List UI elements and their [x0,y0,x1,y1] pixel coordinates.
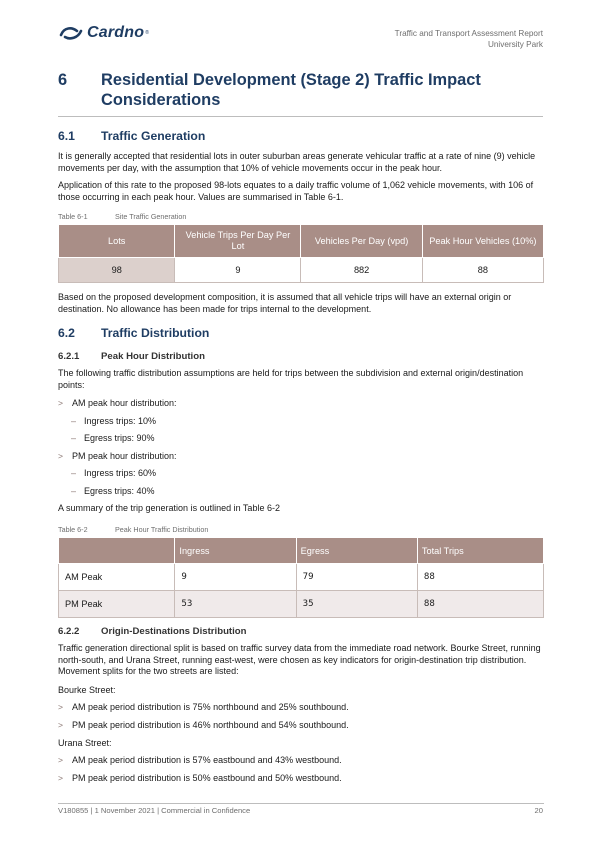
paragraph: Traffic generation directional split is based on traffic survey data from the immediate road network. Bourke Street, running north-south, and Urana Street, running east-west, were chosen as key indicators for origin-destination trip distribution. Movement splits for the two streets are listed: [58,643,541,677]
bullet-marker: > [58,720,64,730]
subsubsection-number: 6.2.2 [58,626,80,637]
report-title: Traffic and Transport Assessment Report [394,29,543,38]
bullet-text: PM peak hour distribution: [72,451,177,461]
sub-bullet-marker: – [71,486,77,496]
report-header [395,29,543,50]
table-cell: 35 [296,591,417,618]
bullet-marker: > [58,702,64,712]
column-header: Lots [59,225,175,258]
logo-wordmark: Cardno [87,24,145,41]
column-header: Peak Hour Vehicles (10%) [422,225,543,258]
table-cell: 882 [301,258,422,283]
cardno-swoosh-icon [58,26,84,40]
section-title: Residential Development (Stage 2) Traffic Impact Considerations [101,71,481,109]
subsection-number: 6.1 [58,129,75,143]
table-label: Table 6-2 [58,525,88,534]
paragraph: It is generally accepted that residential lots in outer suburban areas generate vehicular traffic at a rate of nine (9) vehicle movements per day, with the assumption that 10% of vehicle movements occur in the peak hour. [58,151,536,173]
sub-bullet-marker: – [71,433,77,443]
table-header-row [59,225,544,258]
table-label: Table 6-1 [58,212,88,221]
cardno-logo [58,24,149,42]
column-header: Ingress [175,538,296,564]
table-cell: 9 [175,564,296,591]
table-row [59,564,544,591]
subsubsection-title: Origin-Destinations Distribution [101,626,247,637]
report-subtitle: University Park [487,39,543,49]
sub-bullet-text: Egress trips: 40% [84,486,155,496]
column-header: Total Trips [417,538,543,564]
bullet-text: AM peak hour distribution: [72,398,177,408]
bullet-text: AM peak period distribution is 75% northbound and 25% southbound. [72,702,349,712]
sub-bullet-text: Ingress trips: 60% [84,468,157,478]
table-caption-text: Site Traffic Generation [115,212,187,221]
subsection-title: Traffic Distribution [101,326,210,340]
column-header: Vehicles Per Day (vpd) [301,225,422,258]
site-traffic-generation-table [58,224,544,283]
subsection-number: 6.2 [58,326,75,340]
bullet-text: PM peak period distribution is 46% northbound and 54% southbound. [72,720,349,730]
page-number: 20 [534,806,543,815]
footer-text: V180855 | 1 November 2021 | Commercial in Confidence [58,806,251,815]
table-cell: 79 [296,564,417,591]
bullet-marker: > [58,451,64,461]
table-cell: 9 [175,258,301,283]
subsection-title: Traffic Generation [101,129,206,143]
table-cell: 88 [417,564,543,591]
table-cell: 98 [59,258,175,283]
column-header [59,538,175,564]
column-header: Egress [296,538,417,564]
paragraph: The following traffic distribution assumptions are held for trips between the subdivision and external origin/destination points: [58,368,524,390]
sub-bullet-marker: – [71,416,77,426]
table-cell: 53 [175,591,296,618]
table-row [59,258,544,283]
sub-bullet-text: Ingress trips: 10% [84,416,157,426]
subsubsection-title: Peak Hour Distribution [101,351,205,362]
table-cell: 88 [417,591,543,618]
paragraph: A summary of the trip generation is outlined in Table 6-2 [58,503,280,513]
street-label: Urana Street: [58,738,112,748]
table-row [59,591,544,618]
bullet-marker: > [58,773,64,783]
peak-hour-traffic-distribution-table [58,537,544,618]
street-label: Bourke Street: [58,685,116,695]
section-number: 6 [58,71,68,89]
section-divider [58,116,543,117]
row-header: AM Peak [59,564,175,591]
table-header-row [59,538,544,564]
footer-divider [58,803,544,804]
sub-bullet-marker: – [71,468,77,478]
paragraph: Based on the proposed development composition, it is assumed that all vehicle trips will have an external origin or destination. No allowance has been made for trips internal to the development. [58,292,512,314]
sub-bullet-text: Egress trips: 90% [84,433,155,443]
row-header: PM Peak [59,591,175,618]
logo-trademark: ® [145,30,149,36]
bullet-marker: > [58,398,64,408]
bullet-text: PM peak period distribution is 50% eastbound and 50% westbound. [72,773,342,783]
table-cell: 88 [422,258,543,283]
column-header: Vehicle Trips Per Day Per Lot [175,225,301,258]
bullet-marker: > [58,755,64,765]
bullet-text: AM peak period distribution is 57% eastbound and 43% westbound. [72,755,342,765]
table-caption-text: Peak Hour Traffic Distribution [115,525,209,534]
paragraph: Application of this rate to the proposed 98-lots equates to a daily traffic volume of 1,062 vehicle movements, with 106 of those occurring in each peak hour. Values are summarised in Table 6-1. [58,180,534,202]
subsubsection-number: 6.2.1 [58,351,80,362]
